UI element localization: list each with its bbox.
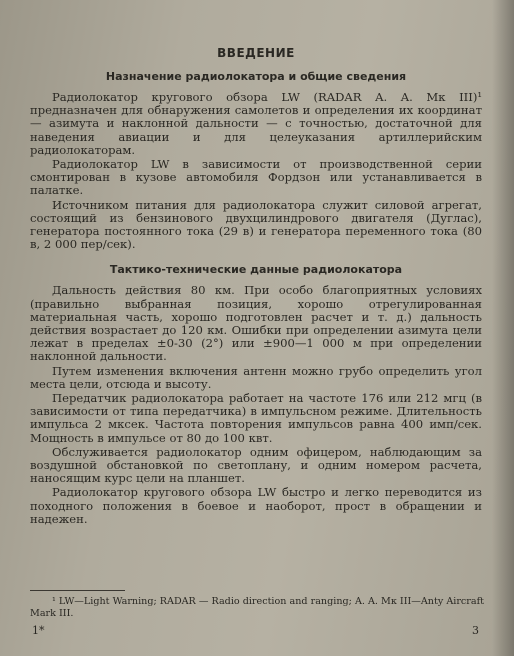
paragraph: Путем изменения включения антенн можно грубо определить угол места цели, отсюда и высоту. bbox=[30, 363, 482, 391]
paragraph: Радиолокатор кругового обзора LW быстро и легко переводится из походного положения в боевое и наоборот, прост в обращении и надежен. bbox=[30, 485, 482, 526]
paragraph: Дальность действия 80 км. При особо благоприятных условиях (правильно выбранная позиция, хорошо отрегулированная материальная часть, хорошо подготовлен расчет и т. д.) дальность действия возрастает до 120 км. Ошибки при определении азимута цели лежат в пределах ±0-30 (2°) или ±900—1 000 м при определении наклонной дальности. bbox=[30, 283, 482, 364]
section-heading-purpose: Назначение радиолокатора и общие сведения bbox=[105, 70, 407, 83]
paragraph: Радиолокатор LW в зависимости от производственной серии смонтирован в кузове автомобиля Фордзон или устанавливается в палатке. bbox=[30, 157, 482, 198]
paragraph: Передатчик радиолокатора работает на частоте 176 или 212 мгц (в зависимости от типа передатчика) в импульсном режиме. Длительность импульса 2 мксек. Частота повторения импульсов равна 400 имп/сек. Мощность в импульсе от 80 до 100 квт. bbox=[30, 391, 482, 445]
page-content bbox=[30, 46, 482, 526]
paragraph: Обслуживается радиолокатор одним офицером, наблюдающим за воздушной обстановкой по светоплану, и одним номером расчета, наносящим курс цели на планшет. bbox=[30, 444, 482, 486]
footnote-divider bbox=[30, 590, 125, 591]
chapter-title: ВВЕДЕНИЕ bbox=[217, 46, 295, 60]
paragraph: Радиолокатор кругового обзора LW (RADAR A. A. Мк III)¹ предназначен для обнаружения самолетов и определения их координат — азимута и наклонной дальности — с точностью, достаточной для наведения авиации и для целеуказания артиллерийским радиолокаторам. bbox=[30, 90, 482, 157]
paragraph: Источником питания для радиолокатора служит силовой агрегат, состоящий из бензинового двухцилиндрового двигателя (Дуглас), генератора постоянного тока (29 в) и генератора переменного тока (80 в, 2 000 пер/сек). bbox=[30, 197, 482, 252]
page-edge-shadow bbox=[492, 0, 514, 656]
section-heading-specs: Тактико-технические данные радиолокатора bbox=[109, 263, 403, 277]
page-number: 3 bbox=[472, 624, 479, 637]
printer-signature-mark: 1* bbox=[32, 624, 45, 637]
footnote: ¹ LW—Light Warning; RADAR — Radio direction and ranging; A. A. Мк III—Anty Aircraft Mark III. bbox=[30, 596, 484, 619]
